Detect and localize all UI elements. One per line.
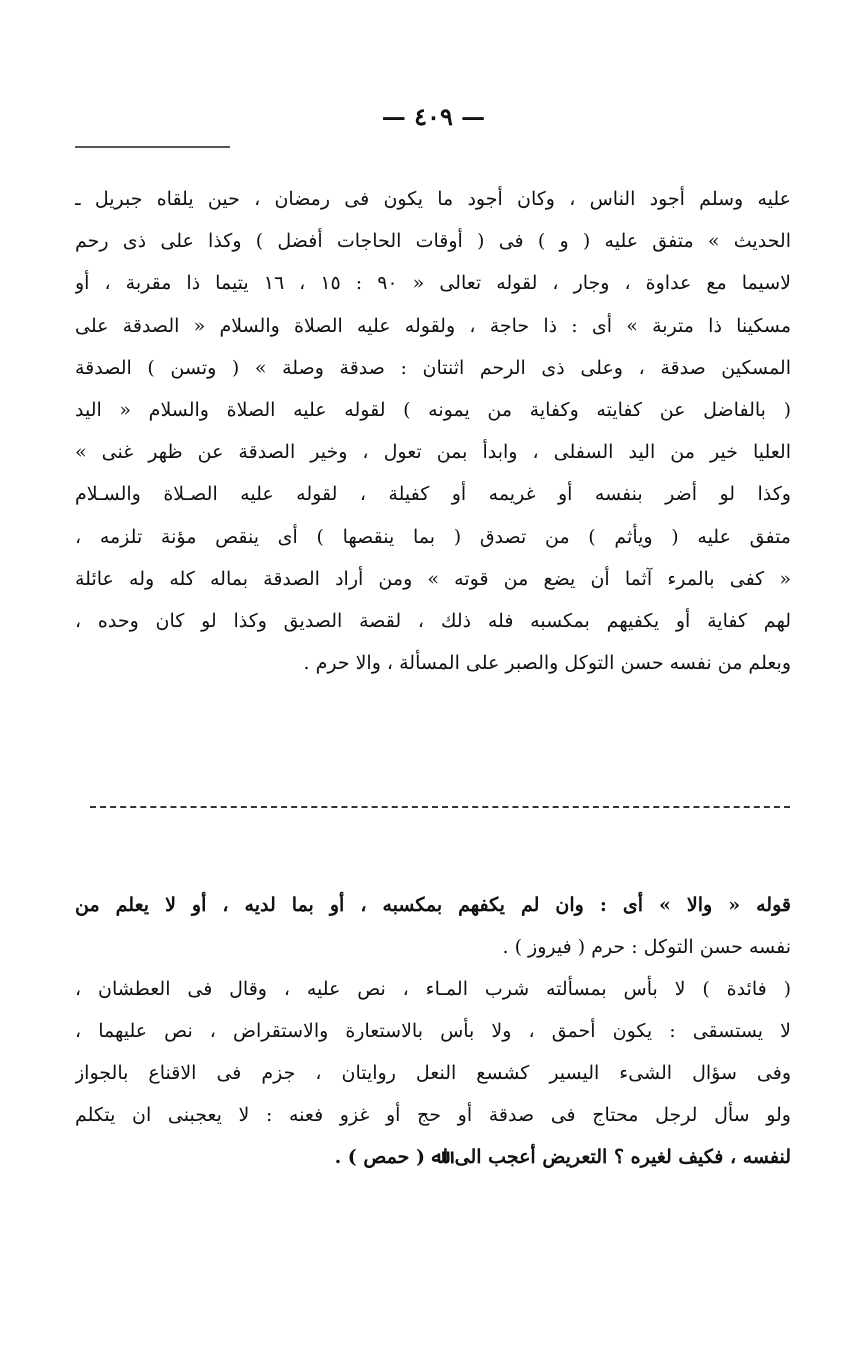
main-text-line: العليا خير من اليد السفلى ، وابدأ بمن تعول ، وخير الصدقة عن ظهر غنى » xyxy=(75,441,791,464)
main-text-line: المسكين صدقة ، وعلى ذى الرحم اثنتان : صدقة وصلة » ( وتسن ) الصدقة xyxy=(75,356,791,379)
main-text-line: الحديث » متفق عليه ( و ) فى ( أوقات الحاجات أفضل ) وكذا على ذى رحم xyxy=(75,230,791,253)
header-rule xyxy=(75,146,230,148)
footnote-line: لا يستسقى : يكون أحمق ، ولا بأس بالاستعارة والاستقراض ، نص عليهما ، xyxy=(75,1020,791,1042)
main-text-line: مسكينا ذا متربة » أى : ذا حاجة ، ولقوله عليه الصلاة والسلام « الصدقة على xyxy=(75,314,791,337)
footnote-line: ولو سأل لرجل محتاج فى صدقة أو حج أو غزو فعنه : لا يعجبنى ان يتكلم xyxy=(75,1104,791,1126)
page-number: — ٤٠٩ — xyxy=(381,102,486,131)
footnote-separator xyxy=(90,806,790,808)
footnote-line: وفى سؤال الشىء اليسير كشسع النعل روايتان ، جزم فى الاقناع بالجواز xyxy=(75,1062,791,1084)
main-text-line: وبعلم من نفسه حسن التوكل والصبر على المسألة ، والا حرم . xyxy=(303,652,791,675)
footnote-line: قوله « والا » أى : وان لم يكفهم بمكسبه ، أو بما لديه ، أو لا يعلم من xyxy=(75,894,791,916)
main-text-line: ( بالفاضل عن كفايته وكفاية من يمونه ) لقوله عليه الصلاة والسلام « اليد xyxy=(75,399,791,422)
main-text-line: لاسيما مع عداوة ، وجار ، لقوله تعالى « ٩٠ : ١٥ ، ١٦ يتيما ذا مقربة ، أو xyxy=(75,272,791,295)
main-text-line: لهم كفاية أو يكفيهم بمكسبه فله ذلك ، لقصة الصديق وكذا لو كان وحده ، xyxy=(75,610,791,633)
main-text-line: متفق عليه ( ويأثم ) من تصدق ( بما ينقصها ) أى ينقص مؤنة تلزمه ، xyxy=(75,525,791,548)
footnote-line: نفسه حسن التوكل : حرم ( فيروز ) . xyxy=(502,936,791,958)
main-text xyxy=(75,178,791,684)
main-text-line: عليه وسلم أجود الناس ، وكان أجود ما يكون فى رمضان ، حين يلقاه جبريل ـ xyxy=(75,188,791,210)
footnote-line: ( فائدة ) لا بأس بمسألته شرب المـاء ، نص عليه ، وقال فى العطشان ، xyxy=(75,978,791,1000)
main-text-line: وكذا لو أضر بنفسه أو غريمه أو كفيلة ، لقوله عليه الصـلاة والسـلام xyxy=(75,483,791,506)
footnote-line: لنفسه ، فكيف لغيره ؟ التعريض أعجب الى اﷲ ( حمص ) . xyxy=(334,1146,791,1168)
footnote-text xyxy=(75,884,791,1178)
main-text-line: « كفى بالمرء آثما أن يضع من قوته » ومن أراد الصدقة بماله كله وله عائلة xyxy=(75,567,791,590)
